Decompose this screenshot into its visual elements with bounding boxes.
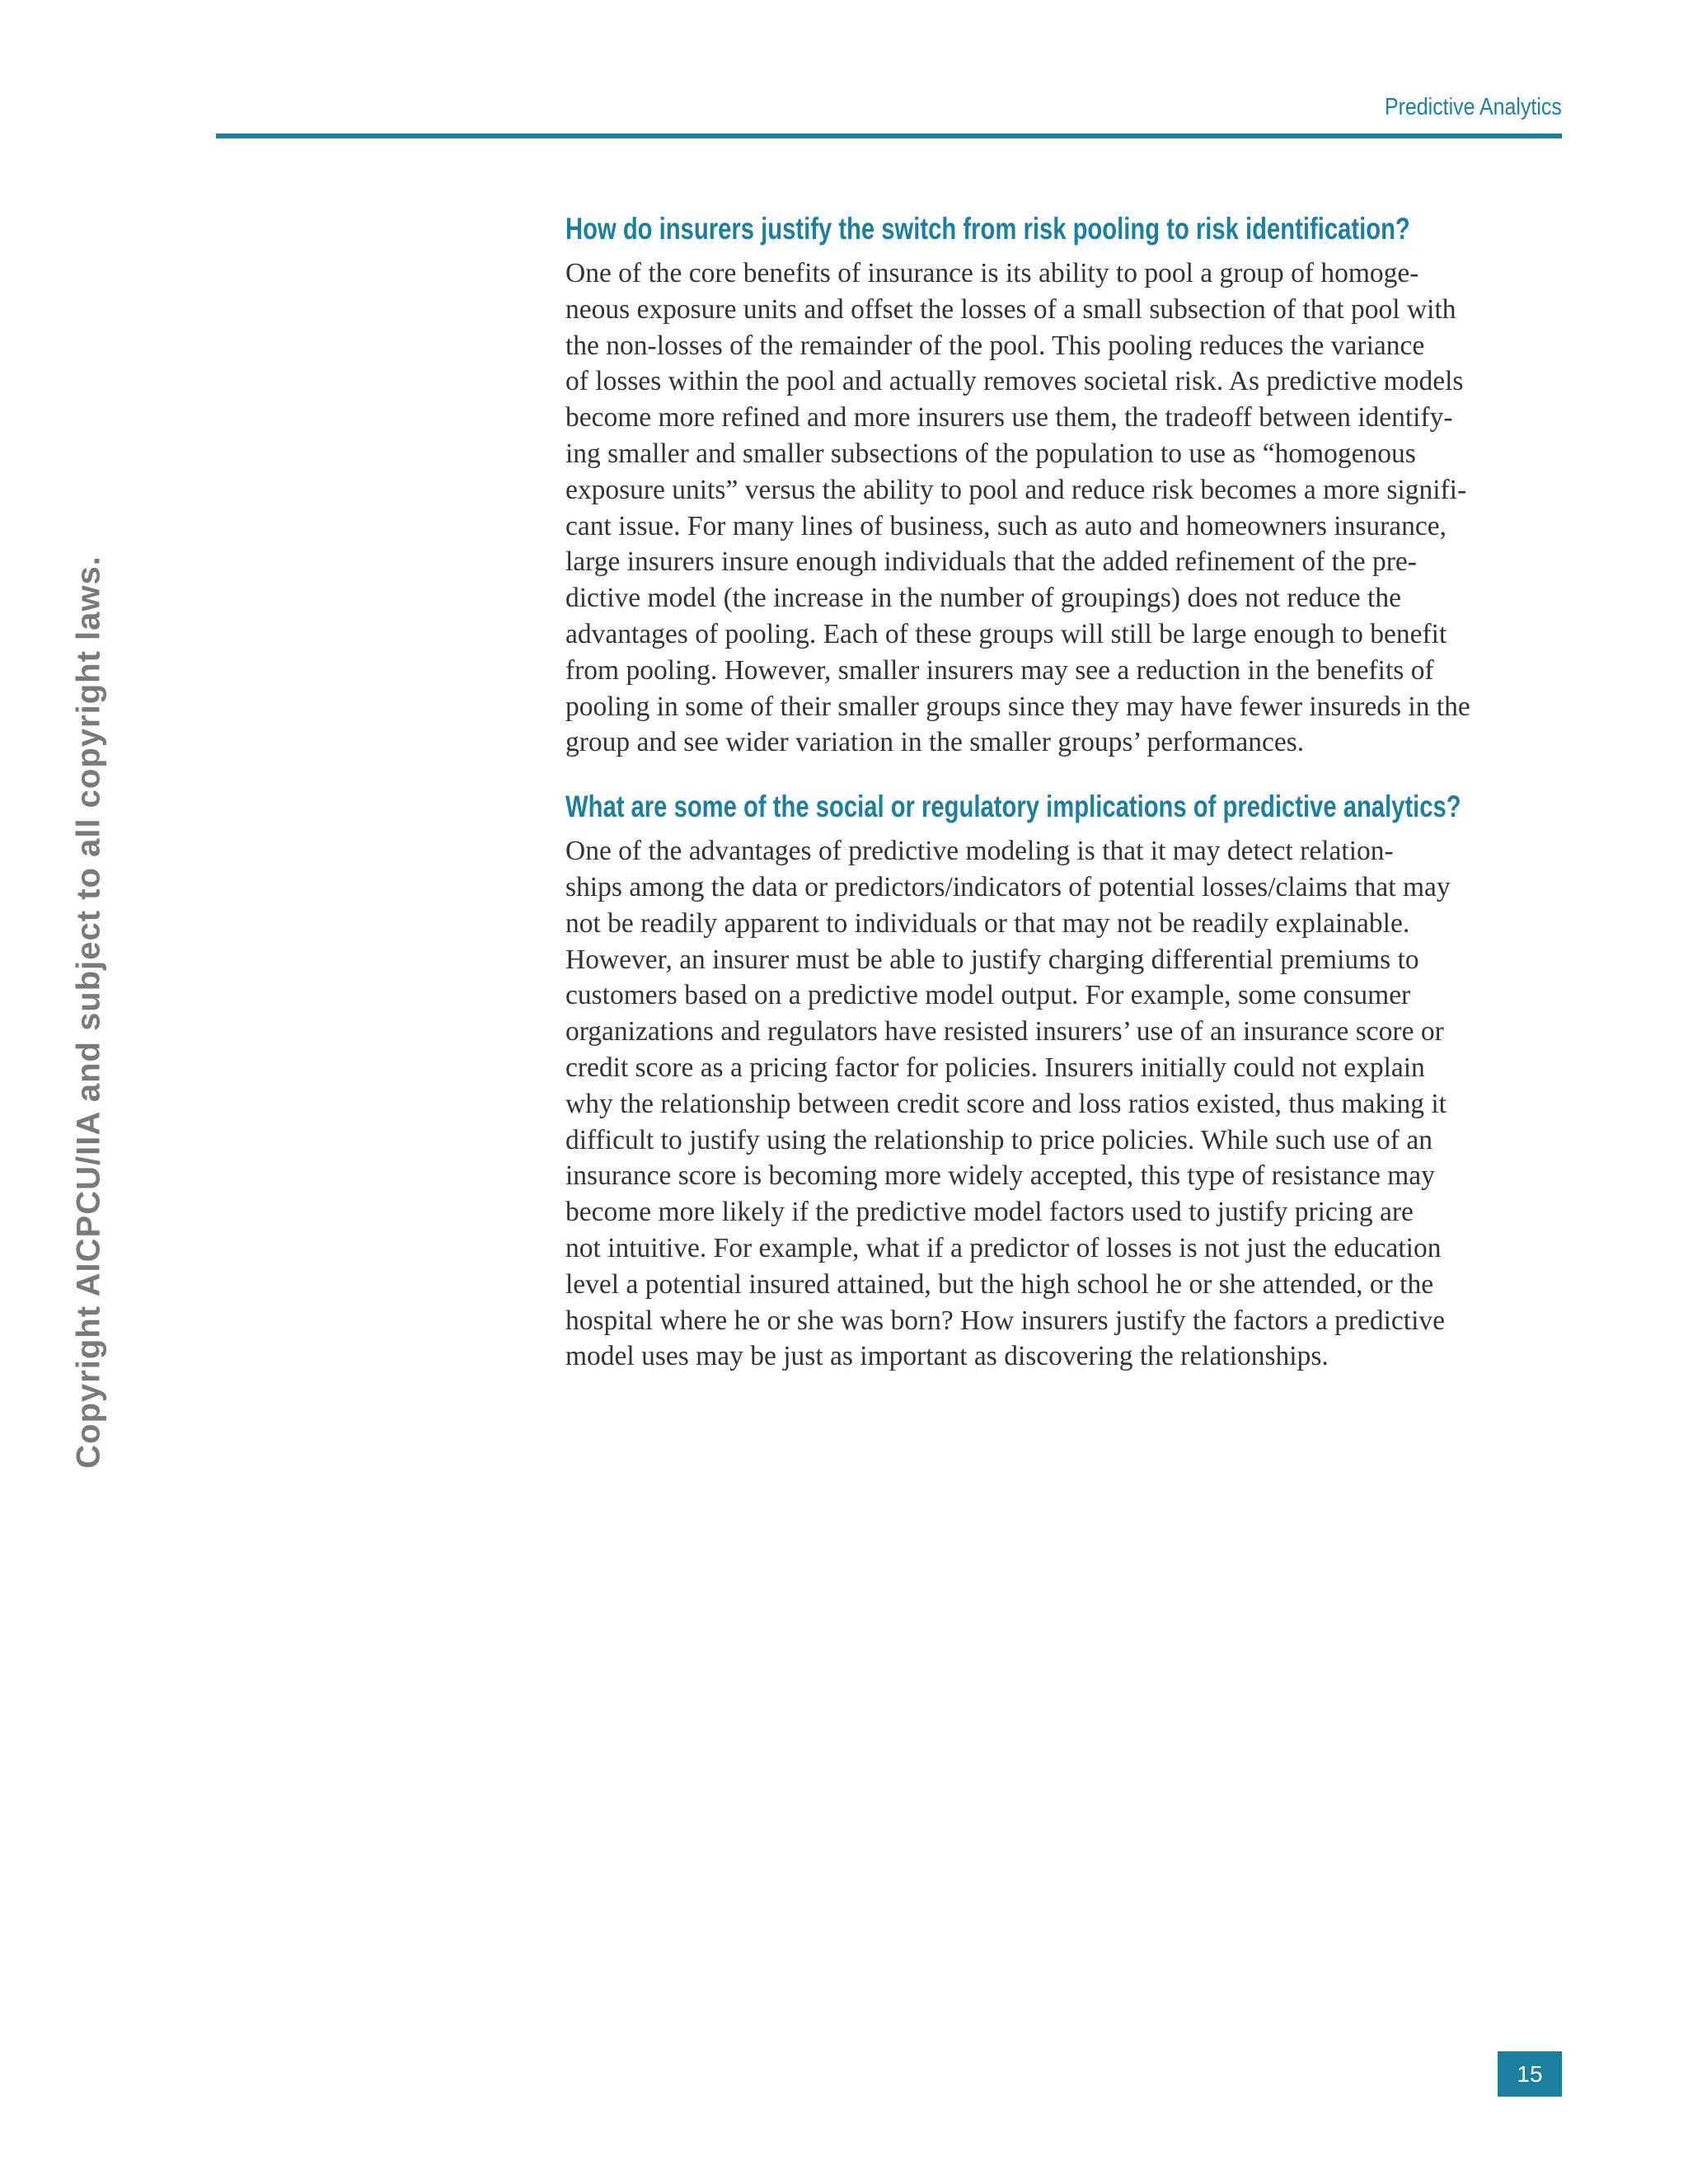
- paragraph-line: organizations and regulators have resisted insurers’ use of an insurance score or: [565, 1016, 1444, 1047]
- page-number: 15: [1498, 2051, 1562, 2097]
- paragraph-line: large insurers insure enough individuals that the added refinement of the pre-: [565, 546, 1417, 578]
- paragraph-line: insurance score is becoming more widely accepted, this type of resistance may: [565, 1160, 1435, 1192]
- paragraph-line: become more refined and more insurers use them, the tradeoff between identify-: [565, 402, 1453, 434]
- paragraph-line: ships among the data or predictors/indicators of potential losses/claims that may: [565, 871, 1451, 902]
- paragraph-line: advantages of pooling. Each of these groups will still be large enough to benefit: [565, 618, 1447, 649]
- paragraph-line: why the relationship between credit score and loss ratios existed, thus making it: [565, 1088, 1447, 1119]
- paragraph-line: not be readily apparent to individuals or that may not be readily explainable.: [565, 907, 1410, 939]
- paragraph-line: However, an insurer must be able to justify charging differential premiums to: [565, 944, 1419, 975]
- paragraph-line: neous exposure units and offset the losses of a small subsection of that pool with: [565, 293, 1456, 325]
- paragraph-line: pooling in some of their smaller groups since they may have fewer insureds in the: [565, 691, 1470, 722]
- paragraph-line: exposure units” versus the ability to pool and reduce risk becomes a more signifi-: [565, 474, 1467, 505]
- section-paragraph: [565, 833, 1564, 1375]
- section-regulatory-implications: [565, 784, 1564, 1375]
- paragraph-line: ing smaller and smaller subsections of the population to use as “homogenous: [565, 438, 1416, 469]
- paragraph-line: dictive model (the increase in the number of groupings) does not reduce the: [565, 583, 1401, 614]
- paragraph-line: hospital where he or she was born? How insurers justify the factors a predictive: [565, 1305, 1446, 1336]
- paragraph-line: group and see wider variation in the smaller groups’ performances.: [565, 727, 1305, 758]
- main-content: [565, 206, 1564, 1375]
- section-paragraph: [565, 255, 1564, 761]
- paragraph-line: from pooling. However, smaller insurers may see a reduction in the benefits of: [565, 654, 1434, 686]
- paragraph-line: difficult to justify using the relationship to price policies. While such use of an: [565, 1124, 1432, 1155]
- section-heading: How do insurers justify the switch from risk pooling to risk identification?: [565, 212, 1410, 246]
- paragraph-line: One of the advantages of predictive modeling is that it may detect relation-: [565, 836, 1394, 867]
- copyright-watermark: Copyright AICPCU/IIA and subject to all copyright laws.: [70, 555, 107, 1469]
- paragraph-line: of losses within the pool and actually removes societal risk. As predictive models: [565, 366, 1464, 397]
- paragraph-line: One of the core benefits of insurance is its ability to pool a group of homoge-: [565, 258, 1419, 288]
- header-rule: [216, 134, 1562, 138]
- paragraph-line: not intuitive. For example, what if a predictor of losses is not just the education: [565, 1232, 1442, 1263]
- paragraph-line: cant issue. For many lines of business, such as auto and homeowners insurance,: [565, 510, 1447, 541]
- paragraph-line: become more likely if the predictive model factors used to justify pricing are: [565, 1197, 1414, 1228]
- section-risk-pooling: [565, 206, 1564, 761]
- paragraph-line: the non-losses of the remainder of the pool. This pooling reduces the variance: [565, 330, 1425, 361]
- section-heading: What are some of the social or regulatory implications of predictive analytics?: [565, 790, 1461, 824]
- paragraph-line: customers based on a predictive model output. For example, some consumer: [565, 980, 1411, 1011]
- paragraph-line: credit score as a pricing factor for policies. Insurers initially could not explain: [565, 1052, 1425, 1083]
- paragraph-line: model uses may be just as important as discovering the relationships.: [565, 1341, 1329, 1372]
- paragraph-line: level a potential insured attained, but the high school he or she attended, or the: [565, 1268, 1434, 1300]
- running-head-title: Predictive Analytics: [1385, 94, 1562, 120]
